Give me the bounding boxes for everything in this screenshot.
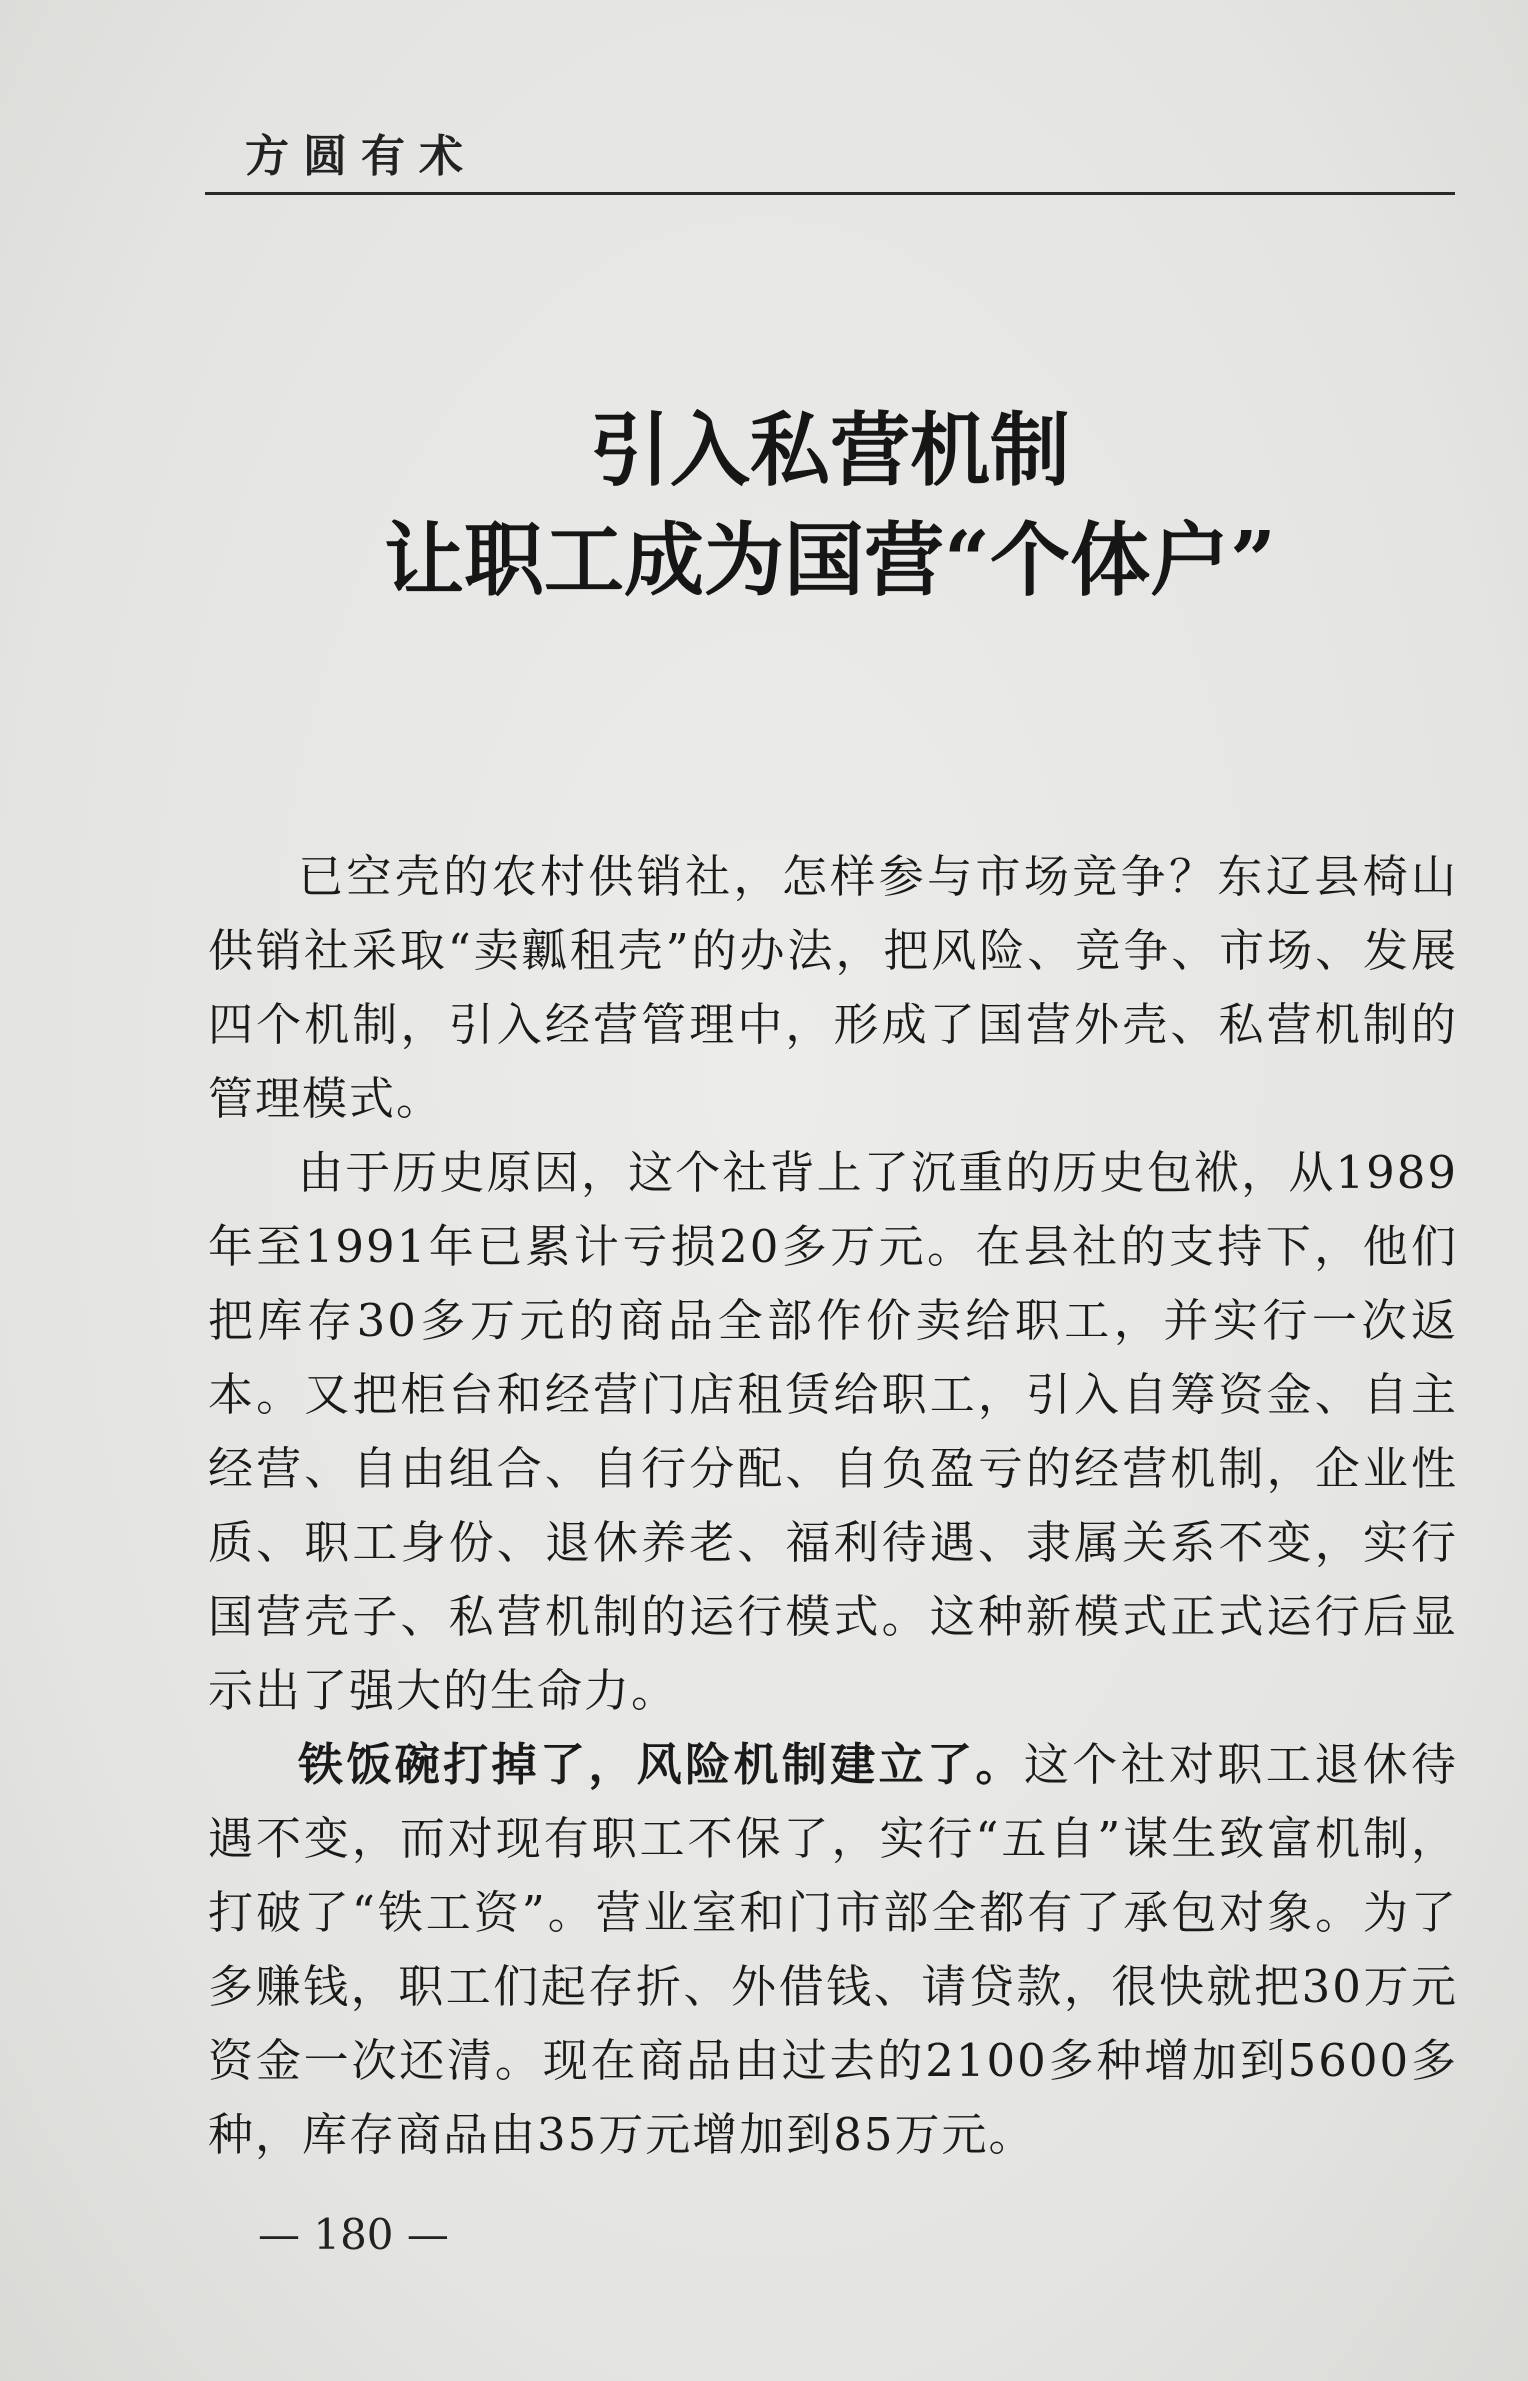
paragraph-lead: 铁饭碗打掉了，风险机制建立了。 [298,1738,1024,1791]
section-header-title: 方圆有术 [245,131,477,182]
article-title-line-2: 让职工成为国营“个体户” [383,513,1277,607]
article-title-line-1: 引入私营机制 [590,403,1070,497]
paragraph-text: 这个社对职工退休待遇不变，而对现有职工不保了，实行“五自”谋生致富机制，打破了“铁工资”。营业室和门市部全都有了承包对象。为了多赚钱，职工们起存折、外借钱、请贷款，很快就把30万元资金一次还清。现在商品由过去的2100多种增加到5600多种，库存商品由35万元增加到85万元。 [208,1738,1458,2161]
paragraph [208,1728,1458,2172]
paragraph-text: 由于历史原因，这个社背上了沉重的历史包袱，从1989年至1991年已累计亏损20多万元。在县社的支持下，他们把库存30多万元的商品全部作价卖给职工，并实行一次返本。又把柜台和经营门店租赁给职工，引入自筹资金、自主经营、自由组合、自行分配、自负盈亏的经营机制，企业性质、职工身份、退休养老、福利待遇、隶属关系不变，实行国营壳子、私营机制的运行模式。这种新模式正式运行后显示出了强大的生命力。 [208,1146,1458,1717]
paragraph-text: 已空壳的农村供销社，怎样参与市场竞争？东辽县椅山供销社采取“卖瓤租壳”的办法，把风险、竞争、市场、发展四个机制，引入经营管理中，形成了国营外壳、私营机制的管理模式。 [208,850,1458,1125]
paragraph [208,840,1458,1136]
article-body [208,840,1458,2172]
header-divider [205,192,1455,195]
page-number: — 180 — [258,2210,449,2259]
paragraph [208,1136,1458,1728]
